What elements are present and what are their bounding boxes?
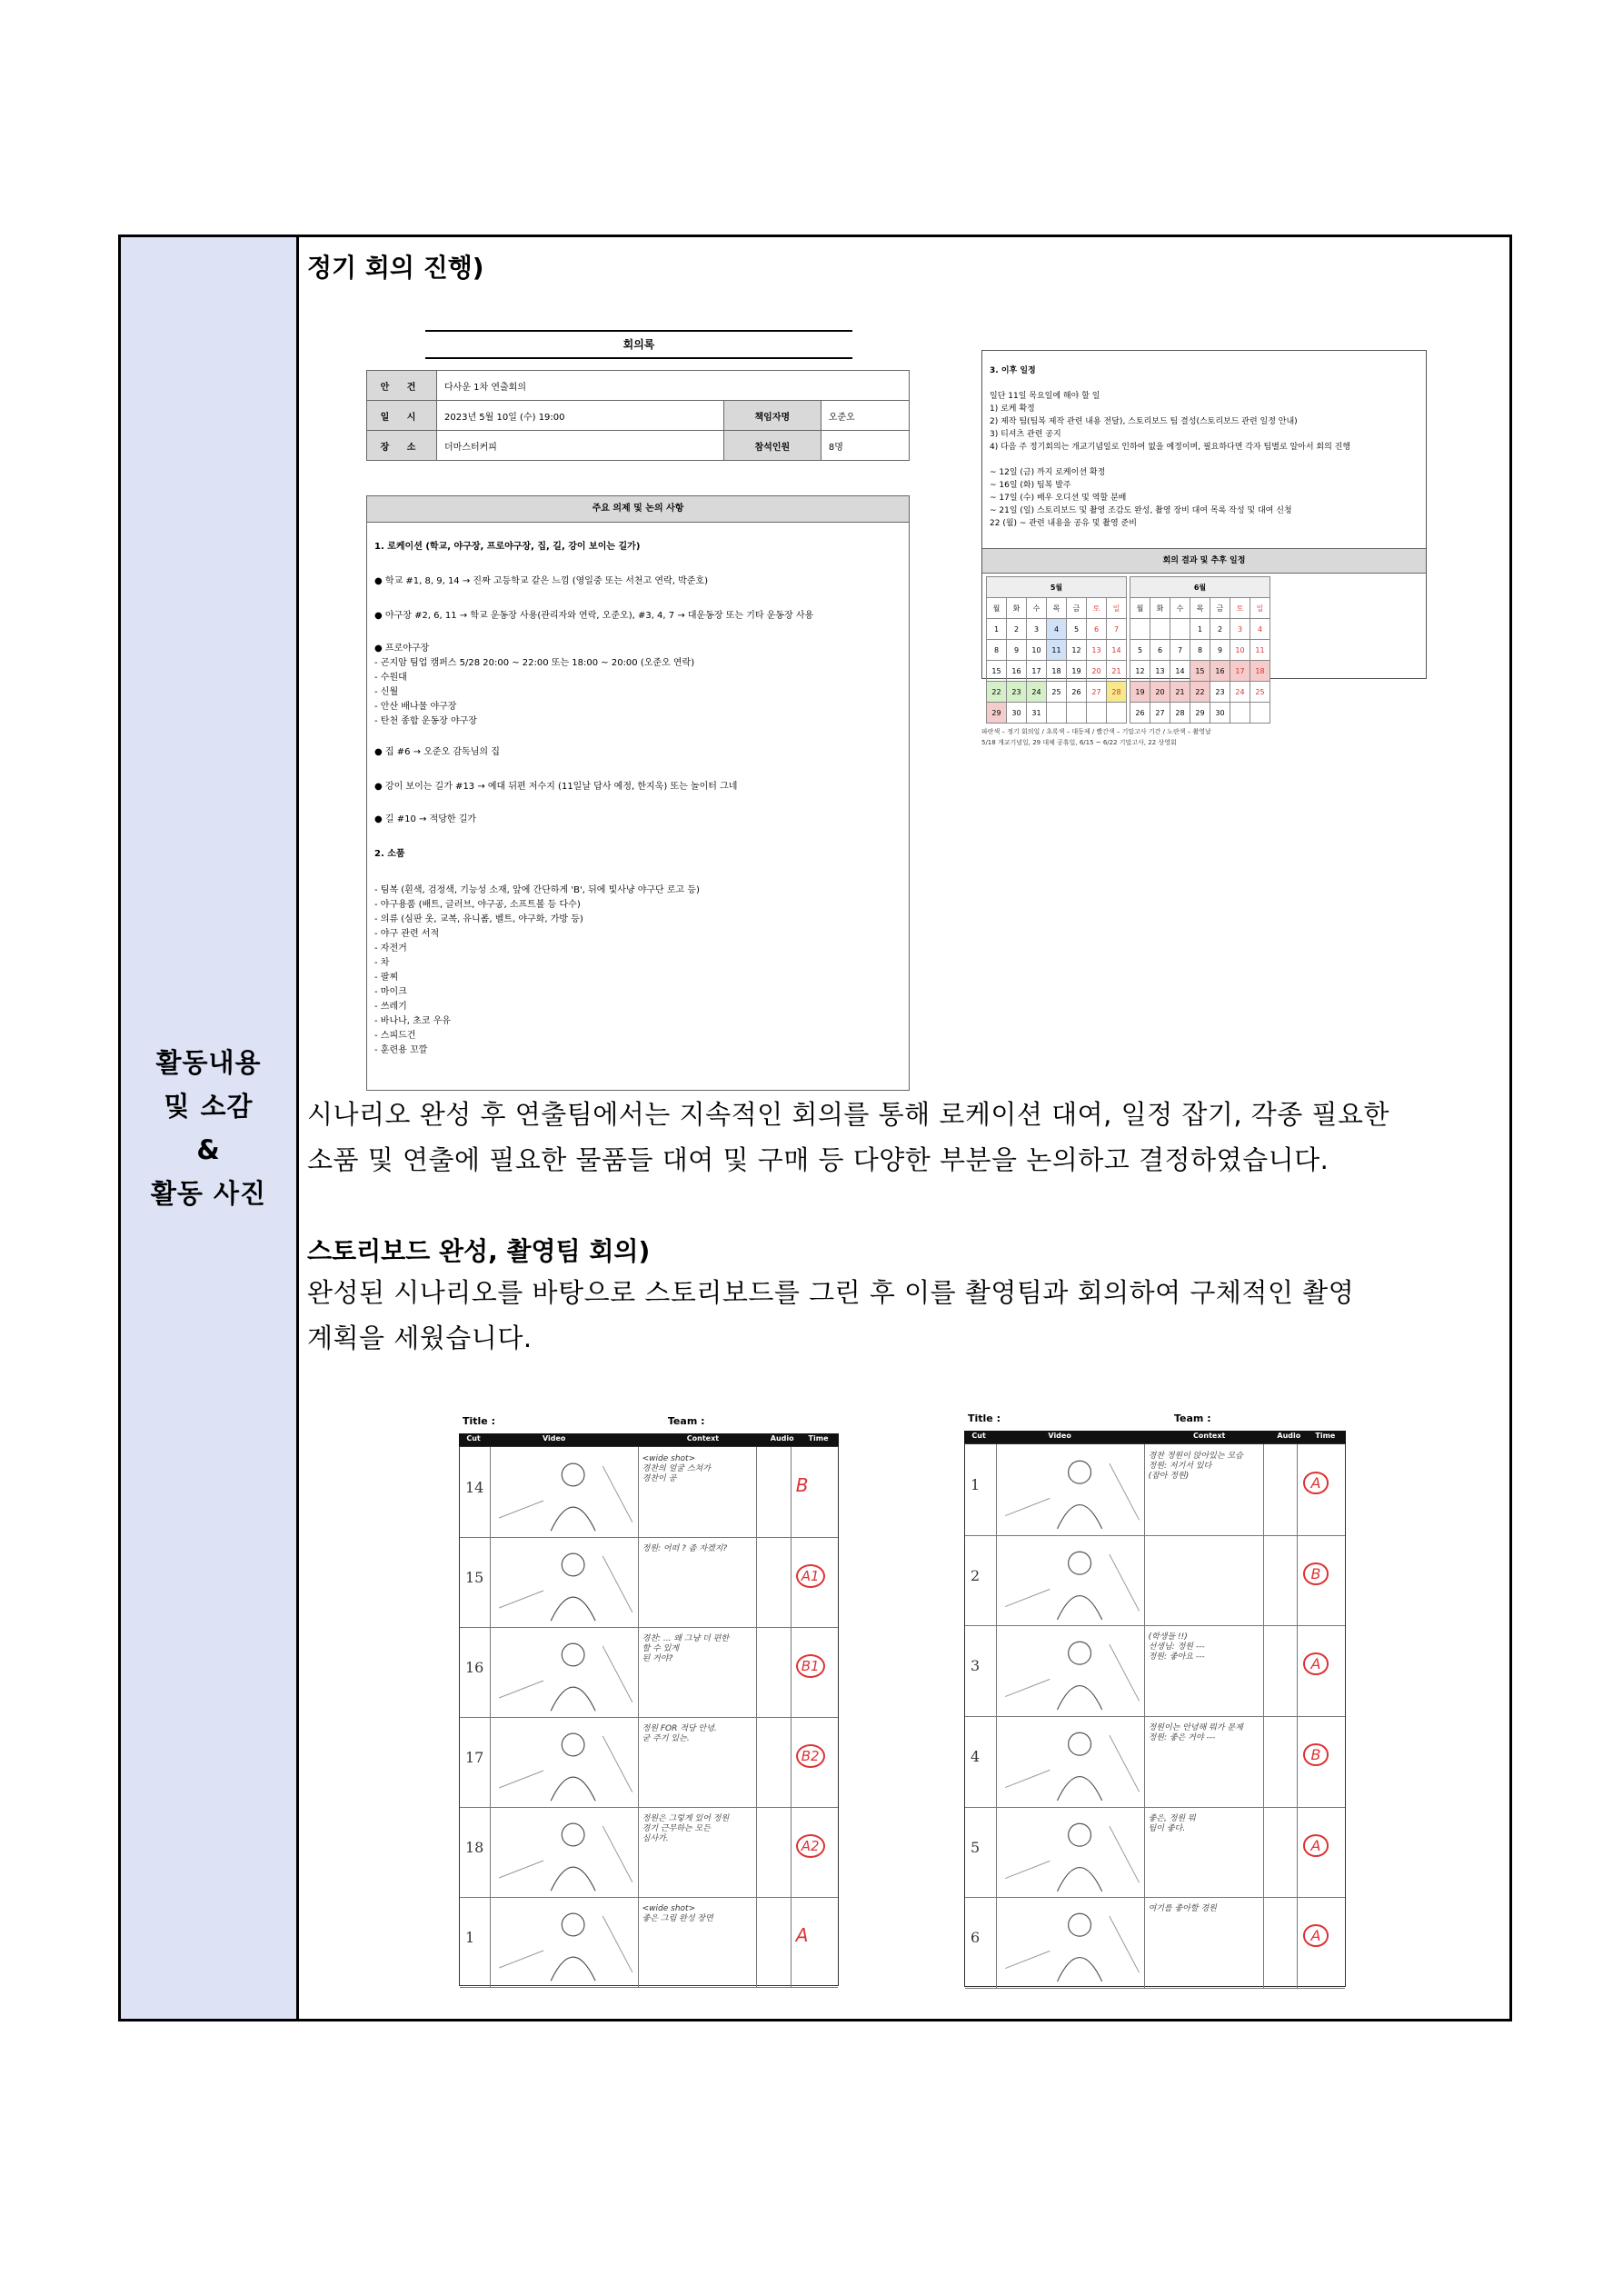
sketch-stroke (563, 1463, 585, 1486)
sketch-stroke (1109, 1916, 1139, 1972)
calendar-weekday: 화 (1007, 598, 1027, 619)
storyboard-column-header: Video (542, 1434, 566, 1442)
calendar-day: 29 (987, 703, 1007, 724)
sketch-stroke (1068, 1461, 1090, 1483)
minutes-line: - 마이크 (374, 987, 407, 997)
label-line-4: 활동 사진 (150, 1178, 267, 1209)
calendar-weekday: 월 (1130, 598, 1150, 619)
sketch-stroke (1057, 1958, 1101, 1982)
sketch-stroke (500, 1681, 544, 1698)
storyboard-header (964, 1431, 1346, 1443)
sketch-stroke (563, 1733, 585, 1756)
calendar-day (1087, 703, 1107, 724)
storyboard-sketch (492, 1809, 640, 1895)
calendar-day: 16 (1210, 661, 1230, 682)
storyboard-column-header: Time (1315, 1432, 1336, 1440)
storyboard-context: 경찬 정원이 앉아있는 모습 정원: 저기서 있다 (잡아 정원) (1148, 1452, 1243, 1481)
section2-paragraph (307, 1270, 1354, 1361)
minutes-line: - 야구용품 (배트, 글러브, 야구공, 소프트볼 등 다수) (374, 900, 581, 910)
storyboard-context: <wide shot> 좋은 그림 완성 장면 (642, 1904, 713, 1923)
sketch-stroke (563, 1643, 585, 1666)
storyboard-row (460, 1897, 838, 1988)
sketch-stroke (500, 1951, 544, 1968)
sketch-stroke (1005, 1861, 1050, 1878)
storyboard-right-image (964, 1411, 1346, 1987)
place-value: 더마스터커피 (437, 431, 724, 461)
minutes-line: - 바나나, 초코 우유 (374, 1016, 451, 1026)
calendar-weekday: 일 (1107, 598, 1127, 619)
attend-value: 8명 (821, 431, 909, 461)
storyboard-context: <wide shot> 경찬의 얼굴 스쳐가 경찬이 공 (642, 1454, 711, 1483)
storyboard-row (965, 1897, 1345, 1989)
storyboard-cut-number: 17 (465, 1748, 484, 1766)
storyboard-sketch (492, 1629, 640, 1715)
storyboard-title-label: Title : (463, 1415, 495, 1427)
calendar-day: 9 (1210, 640, 1230, 661)
sketch-stroke (1057, 1867, 1101, 1891)
section-label-cell (121, 237, 299, 2019)
calendar-day: 23 (1210, 682, 1230, 703)
minutes-line: ● 학교 #1, 8, 9, 14 → 진짜 고등학교 같은 느낌 (영일중 또는 서천고 연락, 박준호) (374, 576, 708, 586)
storyboard-left-image (459, 1413, 839, 1986)
calendar-weekday: 목 (1047, 598, 1067, 619)
calendar-day: 18 (1047, 661, 1067, 682)
calendar-day: 17 (1230, 661, 1250, 682)
schedule-line: 3. 이후 일정 (990, 366, 1036, 375)
schedule-line: 1) 로케 확정 (990, 404, 1035, 414)
attend-key: 참석인원 (723, 431, 821, 461)
storyboard-context: 경찬: ... 왜 그냥 더 편한 할 수 있게 된 거야? (642, 1634, 730, 1663)
section1-line-1: 시나리오 완성 후 연출팀에서는 지속적인 회의를 통해 로케이션 대여, 일정 잡기, 각종 필요한 (307, 1099, 1390, 1130)
calendar-day (1047, 703, 1067, 724)
minutes-line: - 스피드건 (374, 1031, 416, 1041)
minutes-line: - 팀복 (흰색, 검정색, 기능성 소재, 앞에 간단하게 'B', 뒤에 빛사냥 야구단 로고 등) (374, 885, 700, 895)
storyboard-time-label: A (1303, 1652, 1329, 1675)
storyboard-time-label: A2 (796, 1834, 825, 1858)
calendar-day: 1 (1190, 619, 1210, 640)
sketch-stroke (1109, 1735, 1139, 1792)
calendar-day: 13 (1150, 661, 1170, 682)
schedule-line: 4) 다음 주 정기회의는 개교기념일로 인하여 없을 예정이며, 필요하다면 각자 팀별로 알아서 회의 진행 (990, 443, 1351, 452)
sketch-stroke (500, 1861, 544, 1878)
sketch-stroke (500, 1501, 544, 1518)
minutes-line: - 탄천 종합 운동장 야구장 (374, 716, 477, 726)
storyboard-row (460, 1447, 838, 1538)
minutes-line: - 팔찌 (374, 973, 399, 983)
sketch-stroke (603, 1736, 633, 1792)
storyboard-row (965, 1625, 1345, 1717)
calendar-day: 22 (987, 682, 1007, 703)
sketch-stroke (603, 1826, 633, 1882)
storyboard-title-label: Title : (968, 1413, 1001, 1424)
storyboard-grid (459, 1446, 839, 1986)
calendar-day: 19 (1130, 682, 1150, 703)
sketch-stroke (500, 1771, 544, 1788)
storyboard-sketch (492, 1449, 640, 1535)
storyboard-column-header: Context (1193, 1432, 1226, 1440)
sketch-stroke (1005, 1680, 1050, 1697)
storyboard-cut-number: 1 (971, 1475, 981, 1493)
storyboard-cut-number: 5 (971, 1838, 981, 1856)
calendar-day: 25 (1250, 682, 1270, 703)
storyboard-column-header: Audio (1277, 1432, 1301, 1440)
storyboard-sketch (998, 1718, 1147, 1805)
calendar-day: 7 (1170, 640, 1190, 661)
calendar-may (986, 576, 1127, 724)
sketch-stroke (603, 1556, 633, 1612)
meeting-minutes-image (366, 323, 910, 1091)
storyboard-row (460, 1717, 838, 1808)
section1-heading: 정기 회의 진행) (307, 253, 484, 283)
label-line-2: 및 소감 (164, 1091, 254, 1122)
calendar-day: 30 (1007, 703, 1027, 724)
sketch-stroke (500, 1591, 544, 1608)
storyboard-time-label: B (1303, 1562, 1329, 1585)
sketch-stroke (552, 1597, 596, 1621)
calendar-weekday: 금 (1210, 598, 1230, 619)
calendar-day: 24 (1027, 682, 1047, 703)
calendar-day: 26 (1067, 682, 1087, 703)
sketch-stroke (1005, 1498, 1050, 1515)
section2-heading: 스토리보드 완성, 촬영팀 회의) (307, 1236, 651, 1266)
calendar-weekday: 수 (1170, 598, 1190, 619)
schedule-line: 22 (월) ~ 관련 내용을 공유 및 촬영 준비 (990, 519, 1137, 528)
calendar-day: 27 (1150, 703, 1170, 724)
storyboard-column-header: Context (686, 1434, 720, 1442)
minutes-body (366, 495, 910, 1091)
calendar-day: 12 (1067, 640, 1087, 661)
sketch-stroke (563, 1823, 585, 1846)
storyboard-row (965, 1807, 1345, 1899)
storyboard-time-label: B (1303, 1743, 1329, 1766)
minutes-line: - 야구 관련 서적 (374, 929, 440, 939)
minutes-title: 회의록 (425, 330, 852, 359)
storyboard-context: (학생들 !!) 선생님: 정원 --- 정원: 좋아요 --- (1148, 1632, 1205, 1662)
schedule-line: 3) 티셔츠 관련 공지 (990, 430, 1061, 439)
minutes-line: - 안산 배나물 야구장 (374, 702, 457, 712)
storyboard-time-label: B (795, 1473, 809, 1496)
calendar-day: 21 (1170, 682, 1190, 703)
sketch-stroke (1005, 1770, 1050, 1787)
schedule-note-2: 5/18 개교기념일, 29 대체 공휴일, 6/15 ~ 6/22 기말고사, 22 상영회 (981, 739, 1177, 746)
calendar-weekday: 토 (1230, 598, 1250, 619)
minutes-line: - 신월 (374, 687, 399, 697)
calendar-day: 30 (1210, 703, 1230, 724)
calendar-day: 20 (1087, 661, 1107, 682)
calendar-day (1230, 703, 1250, 724)
schedule-line: ~ 17일 (수) 배우 오디션 및 역할 분배 (990, 494, 1127, 503)
sketch-stroke (552, 1687, 596, 1711)
section-label (151, 1041, 266, 1215)
sketch-stroke (1057, 1595, 1101, 1619)
calendar-weekday: 금 (1067, 598, 1087, 619)
owner-key: 책임자명 (723, 401, 821, 431)
calendar-day: 10 (1230, 640, 1250, 661)
schedule-image (981, 350, 1427, 717)
sketch-stroke (1057, 1505, 1101, 1529)
storyboard-row (965, 1535, 1345, 1627)
sketch-stroke (1068, 1642, 1090, 1665)
calendar-day: 6 (1087, 619, 1107, 640)
calendar-day: 10 (1027, 640, 1047, 661)
storyboard-cut-number: 6 (971, 1929, 981, 1947)
storyboard-context: 정원은 그렇게 있어 정원 경기 근무하는 모든 심사가. (642, 1814, 730, 1843)
owner-value: 오준오 (821, 401, 909, 431)
minutes-line: ● 강이 보이는 길가 #13 → 예대 뒤편 저수지 (11일날 답사 예정, 한지욱) 또는 놀이터 그네 (374, 782, 738, 792)
sketch-stroke (603, 1916, 633, 1972)
minutes-line: 1. 로케이션 (학교, 야구장, 프로야구장, 집, 길, 강이 보이는 길가) (374, 542, 641, 552)
sketch-stroke (603, 1466, 633, 1522)
minutes-line: - 곤지암 팀업 캠퍼스 5/28 20:00 ~ 22:00 또는 18:00 ~ 20:00 (오준오 연락) (374, 658, 695, 668)
storyboard-sketch (998, 1627, 1147, 1714)
sketch-stroke (552, 1507, 596, 1531)
sketch-stroke (1109, 1644, 1139, 1701)
calendar-day (1150, 619, 1170, 640)
storyboard-sketch (492, 1899, 640, 1985)
calendar-day: 27 (1087, 682, 1107, 703)
section2-line-1: 완성된 시나리오를 바탕으로 스토리보드를 그린 후 이를 촬영팀과 회의하여 구체적인 촬영 (307, 1277, 1355, 1308)
storyboard-column-header: Time (808, 1434, 829, 1442)
calendar-day: 24 (1230, 682, 1250, 703)
sketch-stroke (1005, 1952, 1050, 1969)
storyboard-cut-number: 15 (465, 1568, 484, 1586)
calendar-day: 15 (987, 661, 1007, 682)
calendar-day: 21 (1107, 661, 1127, 682)
schedule-line: ~ 16일 (화) 팀복 발주 (990, 481, 1071, 490)
calendar-day: 8 (987, 640, 1007, 661)
schedule-line: ~ 12일 (금) 까지 로케이션 확정 (990, 468, 1106, 477)
sketch-stroke (1057, 1686, 1101, 1710)
section1-line-2: 소품 및 연출에 필요한 물품들 대여 및 구매 등 다양한 부분을 논의하고 결정하였습니다. (307, 1144, 1329, 1175)
schedule-band: 회의 결과 및 추후 일정 (982, 548, 1426, 574)
schedule-line: 2) 제작 팀(팀복 제작 관련 내용 전달), 스토리보드 팀 결성(스토리보드 관련 일정 안내) (990, 417, 1298, 426)
agenda-value: 다사운 1차 연출회의 (437, 371, 910, 401)
calendar-day: 1 (987, 619, 1007, 640)
calendar-day: 17 (1027, 661, 1047, 682)
calendar-day (1107, 703, 1127, 724)
calendar-day: 6 (1150, 640, 1170, 661)
storyboard-row (965, 1716, 1345, 1808)
minutes-line: - 수원대 (374, 673, 407, 683)
storyboard-column-header: Audio (770, 1434, 794, 1442)
storyboard-header (459, 1433, 839, 1446)
date-key: 일 시 (367, 401, 437, 431)
label-line-3: & (196, 1134, 221, 1165)
storyboard-time-label: A (795, 1923, 809, 1946)
calendar-day: 2 (1210, 619, 1230, 640)
schedule-note-1: 파란색 – 정기 회의일 / 초록색 – 대동제 / 빨간색 – 기말고사 기간 / 노란색 – 촬영날 (981, 728, 1211, 735)
minutes-line: ● 집 #6 → 오준오 감독님의 집 (374, 747, 500, 757)
calendar-day: 18 (1250, 661, 1270, 682)
sketch-stroke (1109, 1554, 1139, 1611)
sketch-stroke (552, 1777, 596, 1801)
calendar-day: 16 (1007, 661, 1027, 682)
storyboard-time-label: A (1303, 1834, 1329, 1857)
calendar-day: 12 (1130, 661, 1150, 682)
storyboard-context: 정원 FOR 적당 안녕. 굳 주기 있는. (642, 1724, 717, 1743)
calendar-day: 5 (1130, 640, 1150, 661)
sketch-stroke (1005, 1589, 1050, 1606)
calendar-day: 26 (1130, 703, 1150, 724)
calendar-day: 13 (1087, 640, 1107, 661)
calendar-day (1250, 703, 1270, 724)
calendar-day: 29 (1190, 703, 1210, 724)
calendar-weekday: 목 (1190, 598, 1210, 619)
storyboard-cut-number: 3 (971, 1657, 981, 1675)
date-value: 2023년 5월 10일 (수) 19:00 (437, 401, 724, 431)
minutes-line: ● 프로야구장 (374, 644, 430, 654)
sketch-stroke (1068, 1823, 1090, 1846)
minutes-line: - 쓰레기 (374, 1002, 407, 1012)
sketch-stroke (1109, 1463, 1139, 1520)
storyboard-cut-number: 4 (971, 1747, 981, 1765)
calendar-day (1130, 619, 1150, 640)
calendar-day: 25 (1047, 682, 1067, 703)
storyboard-team-label: Team : (667, 1415, 705, 1427)
sketch-stroke (1109, 1826, 1139, 1882)
calendar-day: 4 (1250, 619, 1270, 640)
calendar-weekday: 일 (1250, 598, 1270, 619)
calendar-day: 20 (1150, 682, 1170, 703)
sketch-stroke (1068, 1552, 1090, 1574)
calendar-day (1067, 703, 1087, 724)
minutes-header-table (366, 370, 910, 461)
calendar-day: 14 (1170, 661, 1190, 682)
storyboard-context: 좋은, 정원 뭐 팀이 좋다. (1148, 1813, 1196, 1833)
minutes-line: - 자전거 (374, 943, 407, 953)
minutes-line: ● 야구장 #2, 6, 11 → 학교 운동장 사용(관리자와 연락, 오준오), #3, 4, 7 → 대운동장 또는 기타 운동장 사용 (374, 611, 814, 621)
sketch-stroke (1068, 1732, 1090, 1755)
storyboard-row (965, 1444, 1345, 1536)
storyboard-row (460, 1537, 838, 1628)
sketch-stroke (552, 1867, 596, 1891)
calendar-day: 9 (1007, 640, 1027, 661)
sketch-stroke (563, 1913, 585, 1936)
calendar-day: 19 (1067, 661, 1087, 682)
storyboard-sketch (998, 1899, 1147, 1986)
storyboard-sketch (492, 1719, 640, 1805)
sketch-stroke (552, 1957, 596, 1981)
calendar-day: 28 (1170, 703, 1190, 724)
calendar-month-label: 6월 (1130, 577, 1270, 598)
calendar-day: 15 (1190, 661, 1210, 682)
storyboard-time-label: A (1303, 1924, 1329, 1947)
storyboard-time-label: A (1303, 1472, 1329, 1494)
storyboard-time-label: B2 (796, 1744, 825, 1768)
calendar-weekday: 화 (1150, 598, 1170, 619)
storyboard-sketch (998, 1537, 1147, 1624)
calendar-weekday: 월 (987, 598, 1007, 619)
storyboard-cut-number: 1 (465, 1928, 475, 1946)
sketch-stroke (603, 1646, 633, 1702)
calendar-weekday: 수 (1027, 598, 1047, 619)
calendar-day: 11 (1047, 640, 1067, 661)
calendar-day: 3 (1230, 619, 1250, 640)
minutes-line: - 의류 (심판 옷, 교복, 유니폼, 벨트, 야구화, 가방 등) (374, 914, 583, 924)
storyboard-context: 여기를 좋아할 경원 (1148, 1904, 1217, 1914)
storyboard-context: 정원이는 안녕해 뭐가 문제 정원: 좋은 거야 --- (1148, 1723, 1243, 1742)
storyboard-time-label: B1 (796, 1654, 825, 1678)
minutes-line: ● 길 #10 → 적당한 길가 (374, 814, 477, 824)
calendar-day: 3 (1027, 619, 1047, 640)
storyboard-sketch (998, 1809, 1147, 1896)
schedule-line: ~ 21일 (일) 스토리보드 및 촬영 조감도 완성, 촬영 장비 대여 목록 작성 및 대여 신청 (990, 506, 1292, 515)
minutes-line: 2. 소품 (374, 849, 405, 859)
minutes-line: - 훈련용 꼬깔 (374, 1045, 428, 1055)
calendar-day: 8 (1190, 640, 1210, 661)
minutes-band: 주요 의제 및 논의 사항 (367, 496, 909, 523)
section2-line-2: 계획을 세웠습니다. (307, 1323, 533, 1353)
calendar-day: 5 (1067, 619, 1087, 640)
calendar-weekday: 토 (1087, 598, 1107, 619)
storyboard-cut-number: 16 (465, 1658, 484, 1676)
calendar-month-label: 5월 (987, 577, 1127, 598)
sketch-stroke (1057, 1777, 1101, 1801)
calendar-day: 7 (1107, 619, 1127, 640)
storyboard-sketch (492, 1539, 640, 1625)
storyboard-row (460, 1807, 838, 1898)
calendar-day: 23 (1007, 682, 1027, 703)
storyboard-column-header: Video (1048, 1432, 1071, 1440)
calendar-june (1130, 576, 1270, 724)
calendar-day (1170, 619, 1190, 640)
sketch-stroke (1068, 1914, 1090, 1937)
storyboard-context: 정원: 어떠 ? 좀 자겠지? (642, 1544, 728, 1553)
schedule-line: 일단 11일 목요일에 해야 할 일 (990, 392, 1100, 401)
agenda-key: 안 건 (367, 371, 437, 401)
storyboard-sketch (998, 1446, 1147, 1533)
calendar-day: 2 (1007, 619, 1027, 640)
calendar-day: 14 (1107, 640, 1127, 661)
storyboard-cut-number: 2 (971, 1566, 981, 1584)
storyboard-cut-number: 14 (465, 1478, 484, 1496)
calendar-day: 22 (1190, 682, 1210, 703)
storyboard-cut-number: 18 (465, 1838, 484, 1856)
section1-paragraph (307, 1092, 1389, 1183)
storyboard-time-label: A1 (796, 1564, 825, 1588)
place-key: 장 소 (367, 431, 437, 461)
calendar-day: 4 (1047, 619, 1067, 640)
storyboard-column-header: Cut (971, 1432, 986, 1440)
calendar-day: 28 (1107, 682, 1127, 703)
storyboard-team-label: Team : (1174, 1413, 1211, 1424)
label-line-1: 활동내용 (155, 1047, 262, 1078)
storyboard-row (460, 1627, 838, 1718)
minutes-line: - 차 (374, 958, 390, 968)
storyboard-grid (964, 1443, 1346, 1987)
storyboard-column-header: Cut (466, 1434, 481, 1442)
calendar-day: 11 (1250, 640, 1270, 661)
sketch-stroke (563, 1553, 585, 1576)
calendar-day: 31 (1027, 703, 1047, 724)
